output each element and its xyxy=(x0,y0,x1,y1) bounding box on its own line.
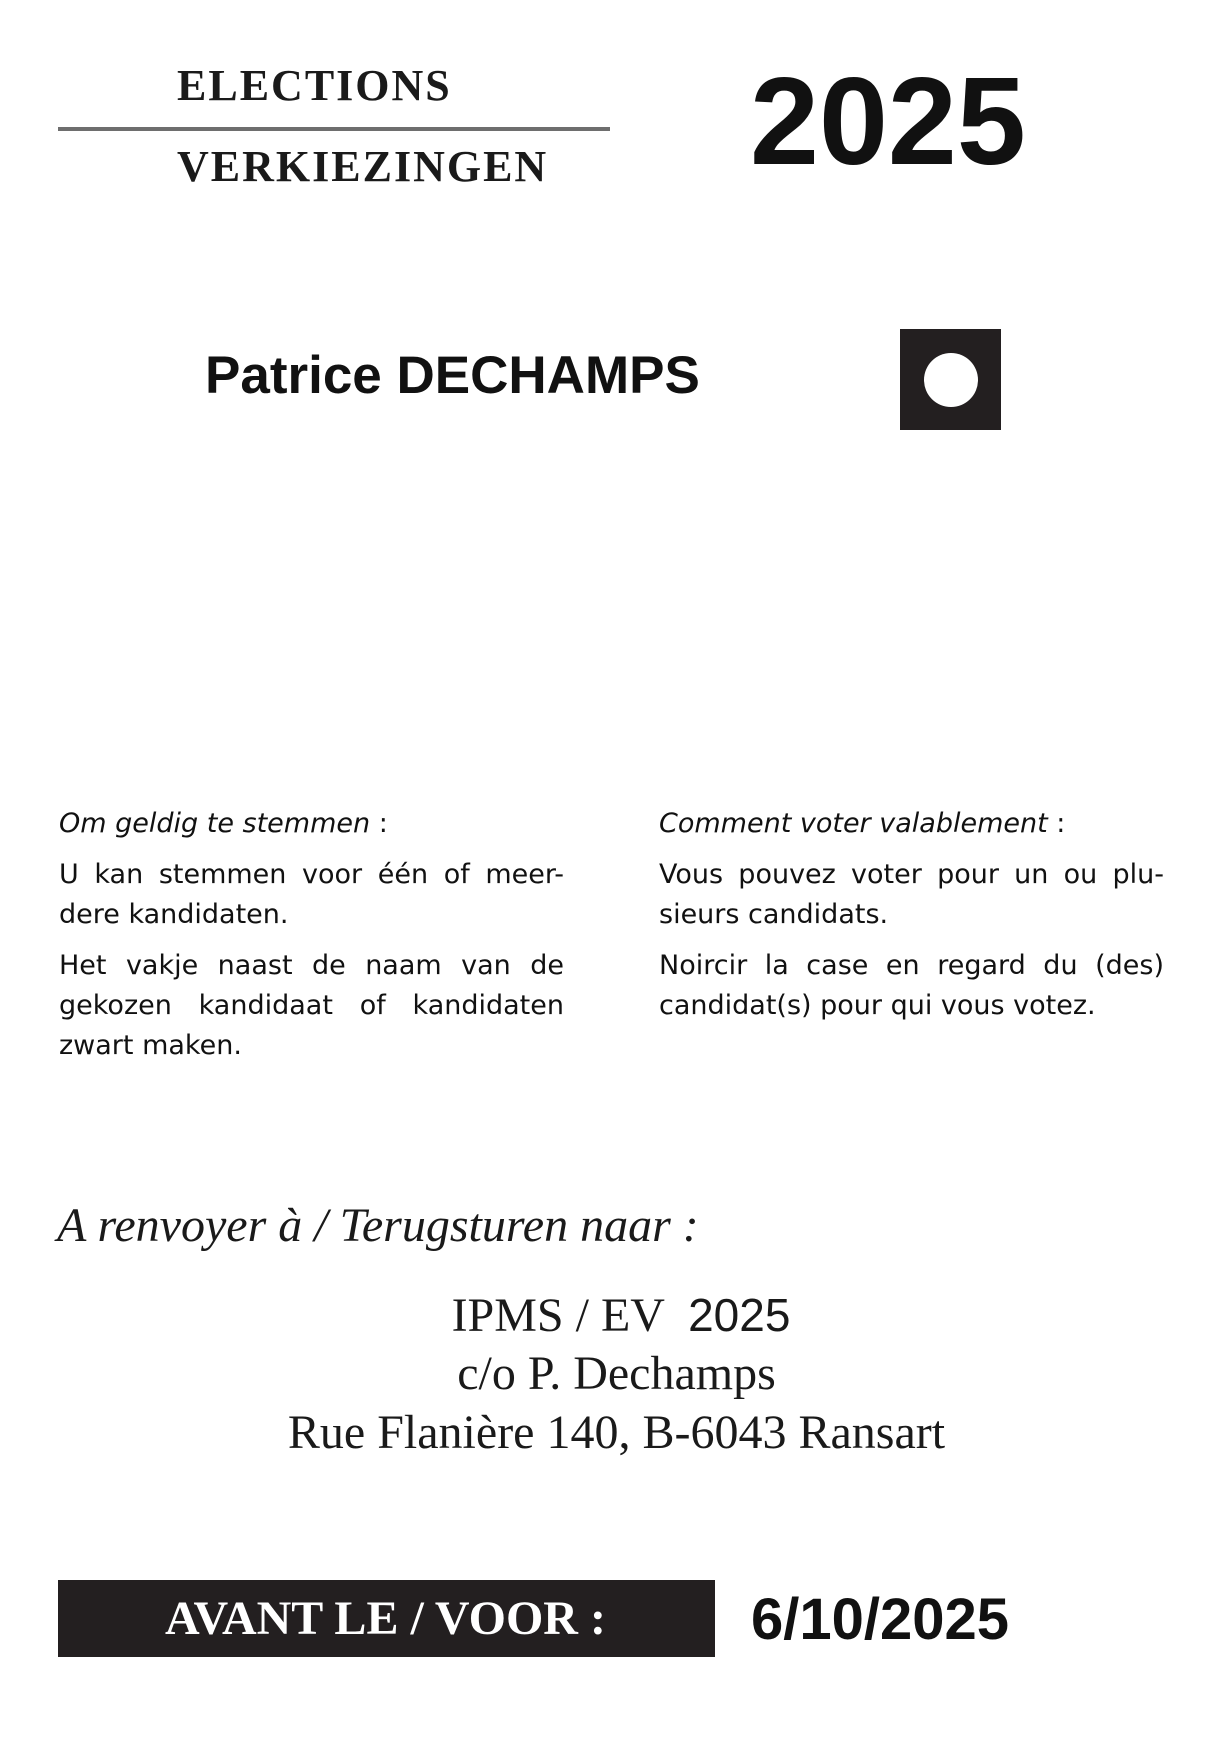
instructions-french xyxy=(659,804,1164,1037)
instructions-nl-title-text: Om geldig te stemmen xyxy=(59,808,371,839)
vote-checkbox[interactable] xyxy=(900,329,1001,430)
instructions-fr-p1: Vous pouvez voter pour un ou plu-sieurs candidats. xyxy=(659,859,1164,930)
election-year: 2025 xyxy=(750,53,1026,191)
deadline-date: 6/10/2025 xyxy=(751,1587,1010,1652)
return-address-line3: Rue Flanière 140, B-6043 Ransart xyxy=(287,1406,946,1459)
return-address-org: IPMS / EV xyxy=(451,1289,689,1342)
instructions-fr-colon: : xyxy=(1047,808,1066,839)
candidate-name: Patrice DECHAMPS xyxy=(205,346,700,405)
vote-circle-icon xyxy=(924,353,978,407)
instructions-fr-title xyxy=(659,804,1164,844)
instructions-nl-p2: Het vakje naast de naam van de gekozen kandidaat of kandidaten zwart maken. xyxy=(59,950,564,1061)
return-label: A renvoyer à / Terugsturen naar : xyxy=(57,1199,699,1252)
header-divider xyxy=(58,127,610,131)
instructions-dutch xyxy=(59,804,564,1077)
return-address-line2: c/o P. Dechamps xyxy=(457,1347,776,1400)
header-elections: ELECTIONS xyxy=(177,61,452,110)
return-address-year: 2025 xyxy=(688,1289,791,1341)
instructions-nl-p1: U kan stemmen voor één of meer-dere kandidaten. xyxy=(59,859,564,930)
instructions-fr-title-text: Comment voter valablement xyxy=(659,808,1048,839)
instructions-nl-title xyxy=(59,804,564,844)
return-address-line1 xyxy=(0,1288,1223,1343)
instructions-nl-colon: : xyxy=(370,808,388,839)
deadline-label: AVANT LE / VOOR : xyxy=(165,1592,606,1645)
instructions-fr-p2: Noircir la case en regard du (des) candidat(s) pour qui vous votez. xyxy=(659,950,1164,1021)
header-verkiezingen: VERKIEZINGEN xyxy=(177,142,549,191)
